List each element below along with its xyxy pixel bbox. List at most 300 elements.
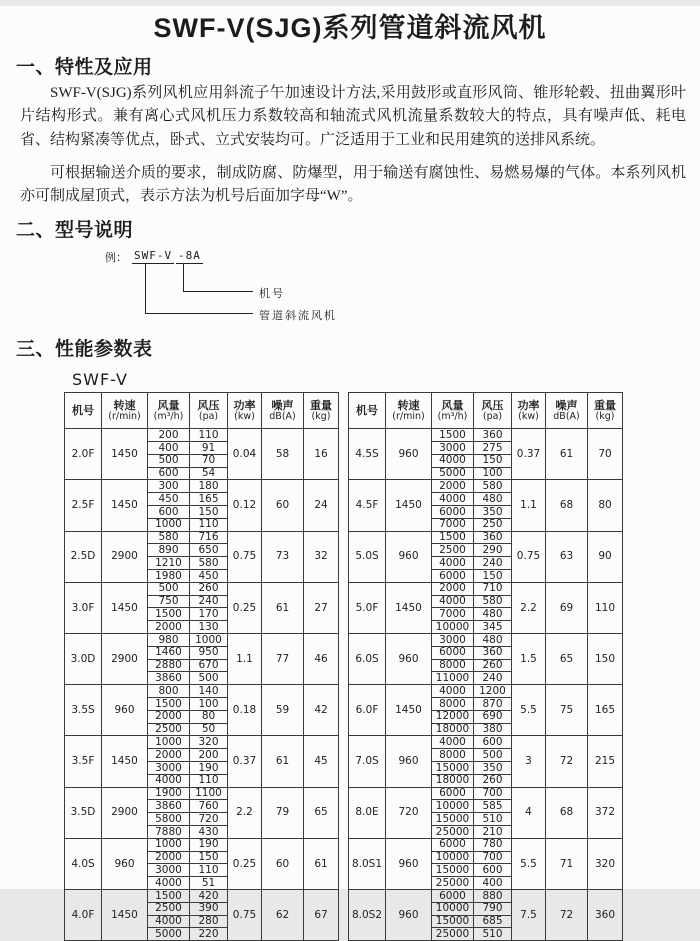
pressure-cell: 480 [474, 634, 512, 647]
noise-cell: 59 [262, 685, 304, 736]
flow-cell: 15000 [432, 813, 474, 826]
document-page [0, 6, 700, 940]
speed-cell: 960 [386, 838, 432, 889]
speed-cell: 1450 [102, 429, 148, 480]
pressure-cell: 345 [474, 621, 512, 634]
power-cell: 1.5 [512, 634, 546, 685]
power-cell: 0.75 [228, 531, 262, 582]
weight-cell: 61 [304, 838, 339, 889]
pressure-cell: 130 [190, 621, 228, 634]
table-row [349, 838, 623, 851]
pressure-cell: 400 [474, 877, 512, 890]
table-row [349, 889, 623, 902]
flow-cell: 3860 [148, 800, 190, 813]
speed-cell: 2900 [102, 787, 148, 838]
model-spec-diagram [0, 247, 700, 327]
pressure-cell: 140 [190, 685, 228, 698]
flow-cell: 4000 [432, 595, 474, 608]
speed-cell: 960 [386, 531, 432, 582]
flow-cell: 500 [148, 582, 190, 595]
size-code: -8A [178, 249, 201, 263]
power-cell: 0.04 [228, 429, 262, 480]
flow-cell: 12000 [432, 710, 474, 723]
weight-cell: 215 [588, 736, 623, 787]
speed-cell: 1450 [102, 889, 148, 940]
model-cell: 4.5F [349, 480, 386, 531]
table-row [65, 685, 339, 698]
weight-cell: 372 [588, 787, 623, 838]
speed-cell: 720 [386, 787, 432, 838]
power-cell: 3 [512, 736, 546, 787]
pressure-cell: 480 [474, 493, 512, 506]
power-cell: 0.37 [228, 736, 262, 787]
pressure-cell: 510 [474, 928, 512, 941]
flow-cell: 4000 [148, 915, 190, 928]
flow-cell: 10000 [432, 800, 474, 813]
pressure-cell: 150 [190, 851, 228, 864]
col-header-label: 风量 [441, 398, 464, 412]
pressure-cell: 110 [190, 518, 228, 531]
noise-cell: 60 [262, 480, 304, 531]
speed-cell: 2900 [102, 531, 148, 582]
callout-line-size-vertical [183, 264, 184, 291]
pressure-cell: 190 [190, 761, 228, 774]
pressure-cell: 80 [190, 710, 228, 723]
col-header [65, 393, 102, 429]
pressure-cell: 190 [190, 838, 228, 851]
flow-cell: 2500 [148, 723, 190, 736]
col-header-unit: (kw) [234, 411, 255, 423]
model-cell: 3.5F [65, 736, 102, 787]
noise-cell: 73 [262, 531, 304, 582]
speed-cell: 2900 [102, 634, 148, 685]
noise-cell: 75 [546, 685, 588, 736]
model-cell: 8.0S1 [349, 838, 386, 889]
power-cell: 0.12 [228, 480, 262, 531]
flow-cell: 1210 [148, 557, 190, 570]
model-cell: 8.0S2 [349, 889, 386, 940]
noise-cell: 61 [262, 582, 304, 633]
weight-cell: 165 [588, 685, 623, 736]
pressure-cell: 500 [474, 749, 512, 762]
table-row [349, 582, 623, 595]
flow-cell: 15000 [432, 864, 474, 877]
pressure-cell: 950 [190, 646, 228, 659]
table-row [349, 531, 623, 544]
flow-cell: 3860 [148, 672, 190, 685]
col-header-unit: (kg) [311, 411, 331, 423]
pressure-cell: 210 [474, 825, 512, 838]
pressure-cell: 1100 [190, 787, 228, 800]
table-row [65, 889, 339, 902]
pressure-cell: 350 [474, 761, 512, 774]
model-cell: 6.0S [349, 634, 386, 685]
weight-cell: 320 [588, 838, 623, 889]
pressure-cell: 690 [474, 710, 512, 723]
col-header-label: 功率 [233, 398, 256, 412]
flow-cell: 600 [148, 467, 190, 480]
flow-cell: 8000 [432, 697, 474, 710]
pressure-cell: 91 [190, 442, 228, 455]
pressure-cell: 1200 [474, 685, 512, 698]
noise-cell: 65 [546, 634, 588, 685]
power-cell: 7.5 [512, 889, 546, 940]
speed-cell: 960 [386, 429, 432, 480]
pressure-cell: 250 [474, 518, 512, 531]
model-code: SWF-V [134, 249, 173, 263]
model-cell: 7.0S [349, 736, 386, 787]
flow-cell: 6000 [432, 787, 474, 800]
flow-cell: 200 [148, 429, 190, 442]
weight-cell: 67 [304, 889, 339, 940]
flow-cell: 18000 [432, 774, 474, 787]
model-cell: 8.0E [349, 787, 386, 838]
flow-cell: 4000 [432, 685, 474, 698]
noise-cell: 58 [262, 429, 304, 480]
pressure-cell: 240 [474, 557, 512, 570]
flow-cell: 7000 [432, 518, 474, 531]
table-row [349, 480, 623, 493]
table-row [65, 634, 339, 647]
noise-cell: 61 [262, 736, 304, 787]
flow-cell: 6000 [432, 838, 474, 851]
model-cell: 5.0S [349, 531, 386, 582]
pressure-cell: 260 [474, 774, 512, 787]
pressure-cell: 150 [474, 570, 512, 583]
model-cell: 6.0F [349, 685, 386, 736]
pressure-cell: 150 [474, 454, 512, 467]
flow-cell: 800 [148, 685, 190, 698]
power-cell: 2.2 [512, 582, 546, 633]
page-title: SWF-V(SJG)系列管道斜流风机 [153, 13, 547, 43]
col-header-label: 转速 [113, 398, 136, 412]
flow-cell: 10000 [432, 621, 474, 634]
flow-cell: 6000 [432, 646, 474, 659]
model-cell: 3.0F [65, 582, 102, 633]
flow-cell: 5000 [148, 928, 190, 941]
pressure-cell: 170 [190, 608, 228, 621]
example-label: 例： [105, 251, 127, 265]
flow-cell: 7000 [432, 608, 474, 621]
noise-cell: 72 [546, 736, 588, 787]
pressure-cell: 50 [190, 723, 228, 736]
pressure-cell: 390 [190, 902, 228, 915]
flow-cell: 6000 [432, 570, 474, 583]
flow-cell: 25000 [432, 877, 474, 890]
speed-cell: 1450 [102, 736, 148, 787]
col-header-unit: (m³/h) [437, 411, 468, 423]
pressure-cell: 430 [190, 825, 228, 838]
col-header [474, 393, 512, 429]
pressure-cell: 650 [190, 544, 228, 557]
pressure-cell: 600 [474, 864, 512, 877]
flow-cell: 2000 [148, 710, 190, 723]
col-header [432, 393, 474, 429]
pressure-cell: 180 [190, 480, 228, 493]
col-header [228, 393, 262, 429]
table-row [349, 685, 623, 698]
model-cell: 5.0F [349, 582, 386, 633]
pressure-cell: 480 [474, 608, 512, 621]
table-series-label: SWF-V [72, 370, 128, 390]
table-row [65, 429, 339, 442]
power-cell: 0.37 [512, 429, 546, 480]
model-cell: 2.5F [65, 480, 102, 531]
pressure-cell: 165 [190, 493, 228, 506]
performance-table-right [348, 392, 623, 941]
header-row [65, 393, 339, 429]
pressure-cell: 700 [474, 787, 512, 800]
power-cell: 1.1 [512, 480, 546, 531]
col-header-unit: dB(A) [553, 411, 580, 423]
power-cell: 0.18 [228, 685, 262, 736]
col-header-label: 风压 [481, 398, 504, 412]
flow-cell: 1000 [148, 736, 190, 749]
flow-cell: 3000 [432, 634, 474, 647]
power-cell: 2.2 [228, 787, 262, 838]
col-header-label: 功率 [517, 398, 540, 412]
noise-cell: 62 [262, 889, 304, 940]
pressure-cell: 100 [474, 467, 512, 480]
flow-cell: 1980 [148, 570, 190, 583]
noise-cell: 63 [546, 531, 588, 582]
flow-cell: 1500 [432, 531, 474, 544]
col-header-unit: (r/min) [392, 411, 425, 423]
flow-cell: 18000 [432, 723, 474, 736]
pressure-cell: 240 [190, 595, 228, 608]
pressure-cell: 350 [474, 506, 512, 519]
flow-cell: 1500 [148, 697, 190, 710]
flow-cell: 1460 [148, 646, 190, 659]
weight-cell: 45 [304, 736, 339, 787]
pressure-cell: 870 [474, 697, 512, 710]
section-heading-performance: 三、性能参数表 [16, 339, 153, 361]
series-callout-label: 管道斜流风机 [259, 310, 337, 323]
flow-cell: 890 [148, 544, 190, 557]
col-header-unit: dB(A) [269, 411, 296, 423]
noise-cell: 69 [546, 582, 588, 633]
col-header [588, 393, 623, 429]
speed-cell: 960 [102, 685, 148, 736]
flow-cell: 2500 [148, 902, 190, 915]
pressure-cell: 240 [474, 672, 512, 685]
pressure-cell: 500 [190, 672, 228, 685]
noise-cell: 71 [546, 838, 588, 889]
speed-cell: 960 [386, 736, 432, 787]
pressure-cell: 320 [190, 736, 228, 749]
performance-table-left [64, 392, 339, 941]
col-header [546, 393, 588, 429]
pressure-cell: 670 [190, 659, 228, 672]
col-header [512, 393, 546, 429]
speed-cell: 960 [102, 838, 148, 889]
table-row [349, 429, 623, 442]
col-header [304, 393, 339, 429]
flow-cell: 4000 [432, 454, 474, 467]
noise-cell: 79 [262, 787, 304, 838]
weight-cell: 90 [588, 531, 623, 582]
flow-cell: 25000 [432, 825, 474, 838]
section-heading-features: 一、特性及应用 [16, 57, 153, 78]
pressure-cell: 280 [190, 915, 228, 928]
flow-cell: 2000 [432, 480, 474, 493]
power-cell: 0.75 [512, 531, 546, 582]
flow-cell: 4000 [148, 877, 190, 890]
flow-cell: 6000 [432, 506, 474, 519]
col-header [349, 393, 386, 429]
col-header-label: 风量 [157, 398, 180, 412]
pressure-cell: 360 [474, 531, 512, 544]
callout-line-series-horizontal [145, 313, 253, 314]
pressure-cell: 880 [474, 889, 512, 902]
col-header [190, 393, 228, 429]
weight-cell: 46 [304, 634, 339, 685]
power-cell: 1.1 [228, 634, 262, 685]
flow-cell: 1500 [148, 608, 190, 621]
pressure-cell: 1000 [190, 634, 228, 647]
flow-cell: 3000 [432, 442, 474, 455]
table-row [65, 480, 339, 493]
weight-cell: 80 [588, 480, 623, 531]
flow-cell: 2500 [432, 544, 474, 557]
weight-cell: 360 [588, 889, 623, 940]
flow-cell: 7880 [148, 825, 190, 838]
header-row [349, 393, 623, 429]
pressure-cell: 580 [474, 480, 512, 493]
col-header-unit: (m³/h) [153, 411, 184, 423]
pressure-cell: 51 [190, 877, 228, 890]
model-cell: 4.0S [65, 838, 102, 889]
size-callout-label: 机号 [259, 288, 285, 301]
flow-cell: 1000 [148, 518, 190, 531]
pressure-cell: 110 [190, 774, 228, 787]
weight-cell: 150 [588, 634, 623, 685]
pressure-cell: 420 [190, 889, 228, 902]
col-header [262, 393, 304, 429]
speed-cell: 1450 [386, 685, 432, 736]
power-cell: 5.5 [512, 838, 546, 889]
col-header-unit: (kw) [518, 411, 539, 423]
col-header-label: 机号 [356, 403, 378, 417]
flow-cell: 8000 [432, 659, 474, 672]
pressure-cell: 580 [474, 595, 512, 608]
flow-cell: 2000 [148, 749, 190, 762]
weight-cell: 27 [304, 582, 339, 633]
col-header-label: 重量 [310, 398, 332, 412]
pressure-cell: 110 [190, 429, 228, 442]
pressure-cell: 780 [474, 838, 512, 851]
table-row [65, 838, 339, 851]
col-header-label: 风压 [197, 398, 220, 412]
flow-cell: 750 [148, 595, 190, 608]
flow-cell: 11000 [432, 672, 474, 685]
power-cell: 0.25 [228, 582, 262, 633]
flow-cell: 1500 [148, 889, 190, 902]
flow-cell: 15000 [432, 915, 474, 928]
noise-cell: 77 [262, 634, 304, 685]
flow-cell: 3000 [148, 761, 190, 774]
table-row [65, 787, 339, 800]
pressure-cell: 290 [474, 544, 512, 557]
callout-line-size-horizontal [183, 291, 253, 292]
model-cell: 3.0D [65, 634, 102, 685]
pressure-cell: 716 [190, 531, 228, 544]
weight-cell: 16 [304, 429, 339, 480]
pressure-cell: 685 [474, 915, 512, 928]
pressure-cell: 600 [474, 736, 512, 749]
pressure-cell: 760 [190, 800, 228, 813]
col-header [386, 393, 432, 429]
speed-cell: 960 [386, 889, 432, 940]
model-cell: 3.5D [65, 787, 102, 838]
table-row [65, 736, 339, 749]
speed-cell: 1450 [102, 582, 148, 633]
flow-cell: 15000 [432, 761, 474, 774]
flow-cell: 8000 [432, 749, 474, 762]
power-cell: 4 [512, 787, 546, 838]
model-cell: 4.0F [65, 889, 102, 940]
flow-cell: 4000 [432, 736, 474, 749]
flow-cell: 1500 [432, 429, 474, 442]
flow-cell: 4000 [432, 557, 474, 570]
noise-cell: 61 [546, 429, 588, 480]
table-row [349, 634, 623, 647]
pressure-cell: 110 [190, 864, 228, 877]
table-row [349, 787, 623, 800]
weight-cell: 65 [304, 787, 339, 838]
speed-cell: 1450 [386, 582, 432, 633]
speed-cell: 1450 [386, 480, 432, 531]
section-heading-model-spec: 二、型号说明 [16, 220, 134, 242]
flow-cell: 6000 [432, 889, 474, 902]
flow-cell: 980 [148, 634, 190, 647]
pressure-cell: 220 [190, 928, 228, 941]
pressure-cell: 510 [474, 813, 512, 826]
flow-cell: 5800 [148, 813, 190, 826]
flow-cell: 4000 [432, 493, 474, 506]
weight-cell: 32 [304, 531, 339, 582]
performance-tables [64, 392, 700, 941]
table-row [349, 736, 623, 749]
flow-cell: 600 [148, 506, 190, 519]
pressure-cell: 100 [190, 697, 228, 710]
col-header-label: 机号 [72, 403, 94, 417]
speed-cell: 1450 [102, 480, 148, 531]
flow-cell: 3000 [148, 864, 190, 877]
flow-cell: 580 [148, 531, 190, 544]
features-paragraph-1: SWF-V(SJG)系列风机应用斜流子午加速设计方法,采用鼓形或直形风筒、锥形轮毂、扭曲翼形叶片结构形式。兼有离心式风机压力系数较高和轴流式风机流量系数较大的特点，具有噪声低、耗电省、结构紧凑等优点，卧式、立式安装均可。广泛适用于工业和民用建筑的送排风系统。 [20, 85, 686, 148]
col-header-unit: (kg) [595, 411, 615, 423]
flow-cell: 10000 [432, 851, 474, 864]
model-cell: 2.5D [65, 531, 102, 582]
pressure-cell: 54 [190, 467, 228, 480]
flow-cell: 1900 [148, 787, 190, 800]
pressure-cell: 380 [474, 723, 512, 736]
table-row [65, 531, 339, 544]
col-header-label: 噪声 [271, 398, 294, 412]
flow-cell: 5000 [432, 467, 474, 480]
flow-cell: 300 [148, 480, 190, 493]
col-header-label: 转速 [397, 398, 420, 412]
weight-cell: 24 [304, 480, 339, 531]
weight-cell: 110 [588, 582, 623, 633]
col-header-label: 重量 [594, 398, 616, 412]
flow-cell: 4000 [148, 774, 190, 787]
pressure-cell: 700 [474, 851, 512, 864]
flow-cell: 500 [148, 454, 190, 467]
model-cell: 2.0F [65, 429, 102, 480]
noise-cell: 72 [546, 889, 588, 940]
